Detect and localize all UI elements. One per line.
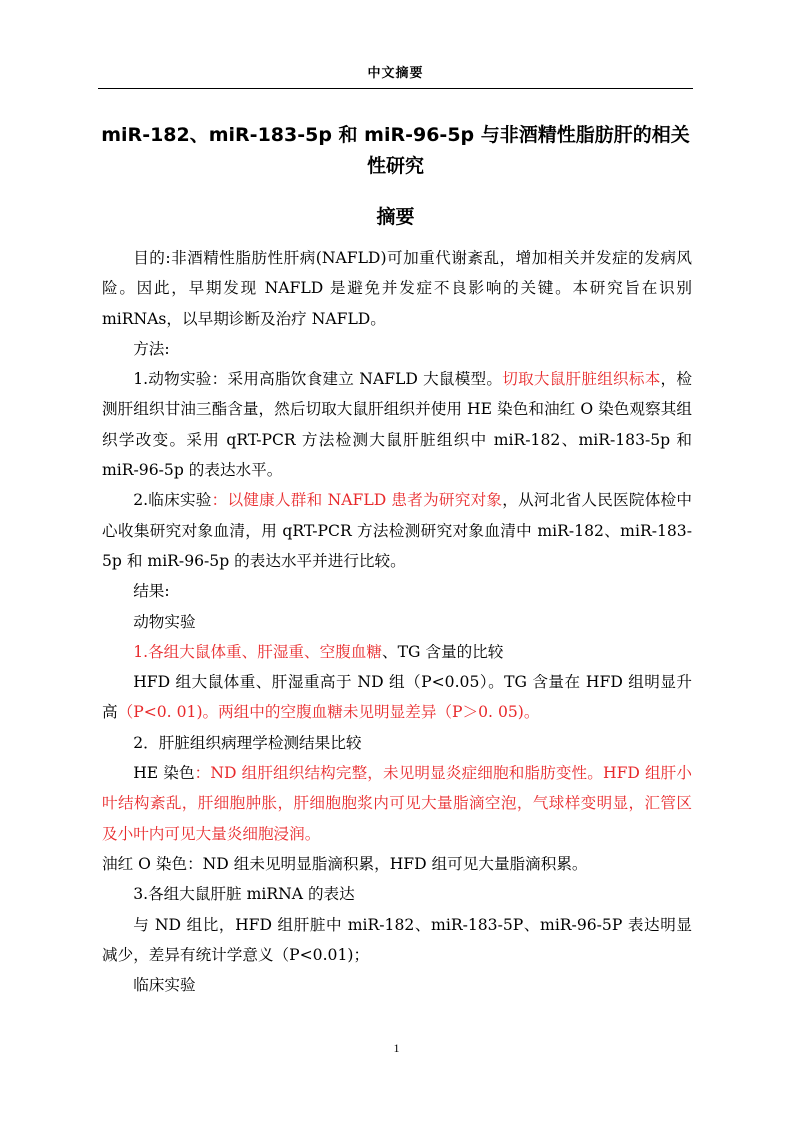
result-1-heading-highlight: 1.各组大鼠体重、肝湿重、空腹血糖 — [133, 642, 382, 661]
method-1-highlight: 切取大鼠肝脏组织标本 — [502, 370, 661, 389]
he-stain-highlight: ：ND 组肝组织结构完整，未见明显炎症细胞和脂肪变性。HFD 组肝小叶结构紊乱，肝细胞肿胀，肝细胞胞浆内可见大量脂滴空泡，气球样变明显，汇管区及小叶内可见大量炎细胞浸润。 — [102, 764, 692, 843]
result-1-heading-rest: 、TG 含量的比较 — [381, 642, 504, 661]
page-number: 1 — [393, 1041, 400, 1055]
result-1-heading — [102, 637, 692, 667]
running-header: 中文摘要 — [98, 60, 693, 89]
abstract-body — [102, 243, 692, 1000]
method-2-rest: ，从河北省人民医院体检中心收集研究对象血清，用 qRT-PCR 方法检测研究对象血清中 miR-182、miR-183-5p 和 miR-96-5p 的表达水平并进行比较。 — [102, 491, 692, 570]
method-1-rest: ，检测肝组织甘油三酯含量，然后切取大鼠肝组织并使用 HE 染色和油红 O 染色观察其组织学改变。采用 qRT-PCR 方法检测大鼠肝脏组织中 miR-182、miR-183-5p 和 miR-96-5p 的表达水平。 — [102, 370, 692, 480]
methods-label: 方法: — [133, 339, 170, 358]
objective-paragraph: 目的:非酒精性脂肪性肝病(NAFLD)可加重代谢紊乱，增加相关并发症的发病风险。因此，早期发现 NAFLD 是避免并发症不良影响的关键。本研究旨在识别 miRNAs，以早期诊断及治疗 NAFLD。 — [102, 249, 692, 328]
method-1-paragraph — [102, 364, 692, 485]
oil-red-paragraph: 油红 O 染色：ND 组未见明显脂滴积累，HFD 组可见大量脂滴积累。 — [102, 854, 588, 873]
method-2-highlight: ：以健康人群和 NAFLD 患者为研究对象 — [211, 491, 503, 510]
results-label: 结果: — [133, 582, 170, 601]
result-3-paragraph: 与 ND 组比，HFD 组肝脏中 miR-182、miR-183-5P、miR-96-5P 表达明显减少，差异有统计学意义（P<0.01)； — [102, 915, 692, 964]
clinical-experiment-label: 临床实验 — [133, 976, 196, 995]
he-stain-paragraph — [102, 758, 692, 849]
result-1-highlight: （P<0. 01)。两组中的空腹血糖未见明显差异（P＞0. 05)。 — [117, 703, 540, 722]
result-2-heading: 2．肝脏组织病理学检测结果比较 — [133, 733, 362, 752]
result-1-text: HFD 组大鼠体重、肝湿重高于 ND 组（P<0.05）。TG 含量在 HFD 组明显升高 — [102, 673, 692, 722]
he-stain-label: HE 染色 — [133, 764, 195, 783]
method-1-lead: 1.动物实验：采用高脂饮食建立 NAFLD 大鼠模型。 — [133, 370, 503, 389]
abstract-heading: 摘要 — [376, 206, 415, 228]
animal-experiment-label: 动物实验 — [133, 612, 196, 631]
method-2-paragraph — [102, 485, 692, 576]
result-3-heading: 3.各组大鼠肝脏 miRNA 的表达 — [133, 885, 355, 904]
paper-title: miR-182、miR-183-5p 和 miR-96-5p 与非酒精性脂肪肝的相关性研究 — [101, 124, 690, 177]
result-1-paragraph — [102, 667, 692, 728]
method-2-lead: 2.临床实验 — [133, 491, 212, 510]
